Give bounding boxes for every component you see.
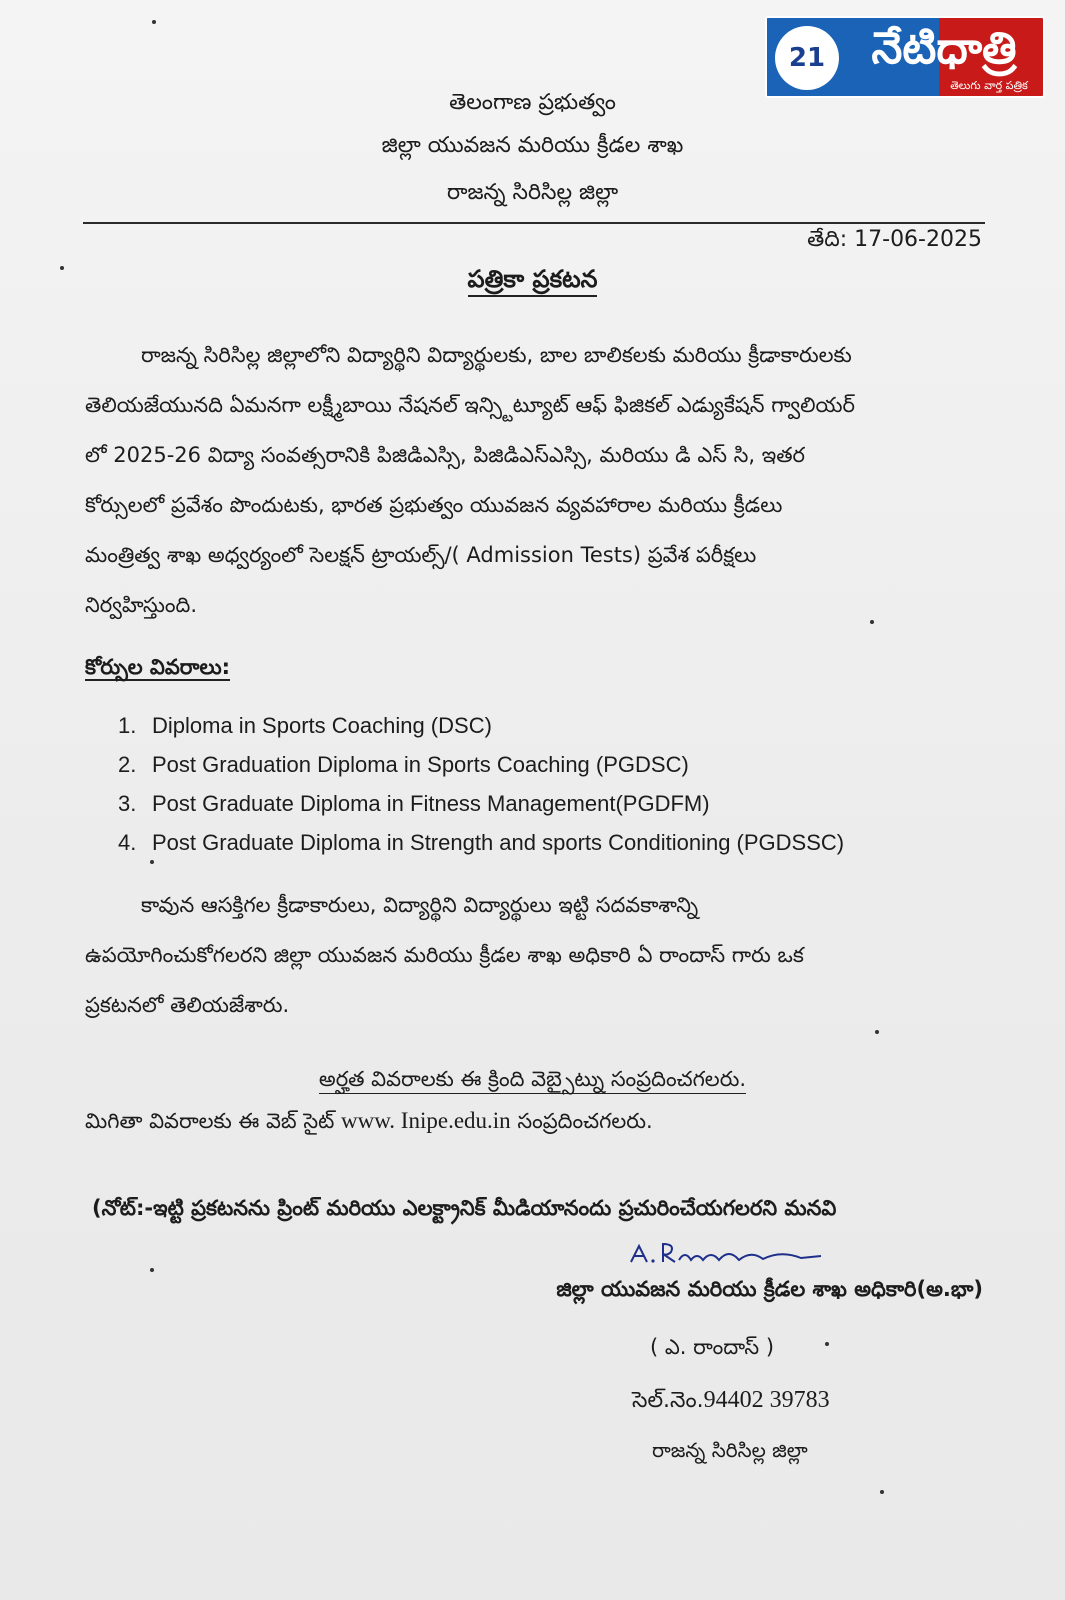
closing-line: ప్రకటనలో తెలియజేశారు. xyxy=(85,993,290,1017)
course-list xyxy=(118,706,844,862)
officer-phone xyxy=(632,1385,830,1416)
website-suffix: సంప్రదించగలరు. xyxy=(517,1109,653,1133)
phone-number: 94402 39783 xyxy=(703,1387,830,1413)
intro-line: లో 2025-26 విద్యా సంవత్సరానికి పిజిడిఎస్సి, పిజిడిఎస్ఎస్సి, మరియు డి ఎస్ సి, ఇతర xyxy=(85,443,806,467)
closing-line: కావున ఆసక్తిగల క్రీడాకారులు, విద్యార్థిని విద్యార్థులు ఇట్టి సదవకాశాన్ని xyxy=(141,893,699,917)
scan-speck xyxy=(150,860,154,864)
course-item xyxy=(118,706,844,745)
signature-image xyxy=(625,1232,840,1274)
officer-designation: జిల్లా యువజన మరియు క్రీడల శాఖ అధికారి(అ.భా) xyxy=(556,1277,983,1301)
course-number: 3. xyxy=(118,791,137,816)
media-note: (నోట్:-ఇట్టి ప్రకటనను ప్రింట్ మరియు ఎలక్ట్రానిక్ మీడియానందు ప్రచురించేయగలరని మనవి xyxy=(92,1196,837,1220)
intro-line: రాజన్న సిరిసిల్ల జిల్లాలోని విద్యార్థిని విద్యార్థులకు, బాల బాలికలకు మరియు క్రీడాకారులకు xyxy=(141,343,852,367)
website-prefix: మిగితా వివరాలకు ఈ వెబ్ సైట్ xyxy=(85,1109,335,1133)
scan-speck xyxy=(880,1490,884,1494)
scan-speck xyxy=(60,266,64,270)
website-line xyxy=(85,1106,653,1136)
scan-speck xyxy=(875,1030,879,1034)
intro-line: మంత్రిత్వ శాఖ అధ్వర్యంలో సెలక్షన్ ట్రాయల్స్/( Admission Tests) ప్రవేశ పరీక్షలు xyxy=(85,543,757,567)
course-item xyxy=(118,745,844,784)
course-item xyxy=(118,823,844,862)
course-title: Post Graduation Diploma in Sports Coaching (PGDSC) xyxy=(152,752,689,777)
intro-line: తెలియజేయునది ఏమనగా లక్ష్మీబాయి నేషనల్ ఇన్స్టిట్యూట్ ఆఫ్ ఫిజికల్ ఎడ్యుకేషన్ గ్వాలియర్ xyxy=(85,393,856,417)
course-title: Post Graduate Diploma in Strength and sports Conditioning (PGDSSC) xyxy=(152,830,845,855)
course-number: 1. xyxy=(118,713,137,738)
contact-heading-text: అర్హత వివరాలకు ఈ క్రింది వెబ్సైట్ను సంప్రదించగలరు. xyxy=(319,1067,746,1094)
scan-speck xyxy=(150,1268,154,1272)
header-government: తెలంగాణ ప్రభుత్వం xyxy=(449,90,616,115)
courses-heading xyxy=(85,652,230,682)
scan-speck xyxy=(870,620,874,624)
phone-label: సెల్.నెం. xyxy=(632,1388,704,1413)
course-title: Post Graduate Diploma in Fitness Management(PGDFM) xyxy=(152,791,710,816)
header-department: జిల్లా యువజన మరియు క్రీడల శాఖ xyxy=(381,133,684,158)
newspaper-logo xyxy=(765,16,1045,98)
release-date: తేది: 17-06-2025 xyxy=(807,227,982,252)
scan-speck xyxy=(152,20,156,24)
header-district: రాజన్న సిరిసిల్ల జిల్లా xyxy=(446,180,619,205)
closing-line: ఉపయోగించుకోగలరని జిల్లా యువజన మరియు క్రీడల శాఖ అధికారి ఏ రాందాస్ గారు ఒక xyxy=(85,943,804,967)
officer-name: ( ఎ. రాందాస్ ) xyxy=(650,1335,775,1359)
contact-heading xyxy=(0,1064,1065,1094)
logo-tagline: తెలుగు వార్త పత్రిక xyxy=(950,79,1028,92)
intro-line: నిర్వహిస్తుంది. xyxy=(85,593,198,617)
page-title-text: పత్రికా ప్రకటన xyxy=(468,265,598,297)
course-item xyxy=(118,784,844,823)
scan-speck xyxy=(825,1342,829,1346)
course-number: 4. xyxy=(118,830,137,855)
closing-paragraph xyxy=(85,880,985,1030)
intro-line: కోర్సులలో ప్రవేశం పొందుటకు, భారత ప్రభుత్వం యువజన వ్యవహారాల మరియు క్రీడలు xyxy=(85,493,783,517)
course-title: Diploma in Sports Coaching (DSC) xyxy=(152,713,492,738)
course-number: 2. xyxy=(118,752,137,777)
officer-district: రాజన్న సిరిసిల్ల జిల్లా xyxy=(652,1438,808,1462)
header-divider xyxy=(83,222,985,224)
website-link[interactable]: www. Inipe.edu.in xyxy=(340,1108,511,1133)
courses-heading-text: కోర్సుల వివరాలు: xyxy=(85,655,231,679)
page-title xyxy=(0,262,1065,296)
intro-paragraph xyxy=(85,330,985,630)
logo-emblem: 21 xyxy=(775,26,839,90)
logo-name: నేటిధాత్రి xyxy=(871,23,1017,74)
